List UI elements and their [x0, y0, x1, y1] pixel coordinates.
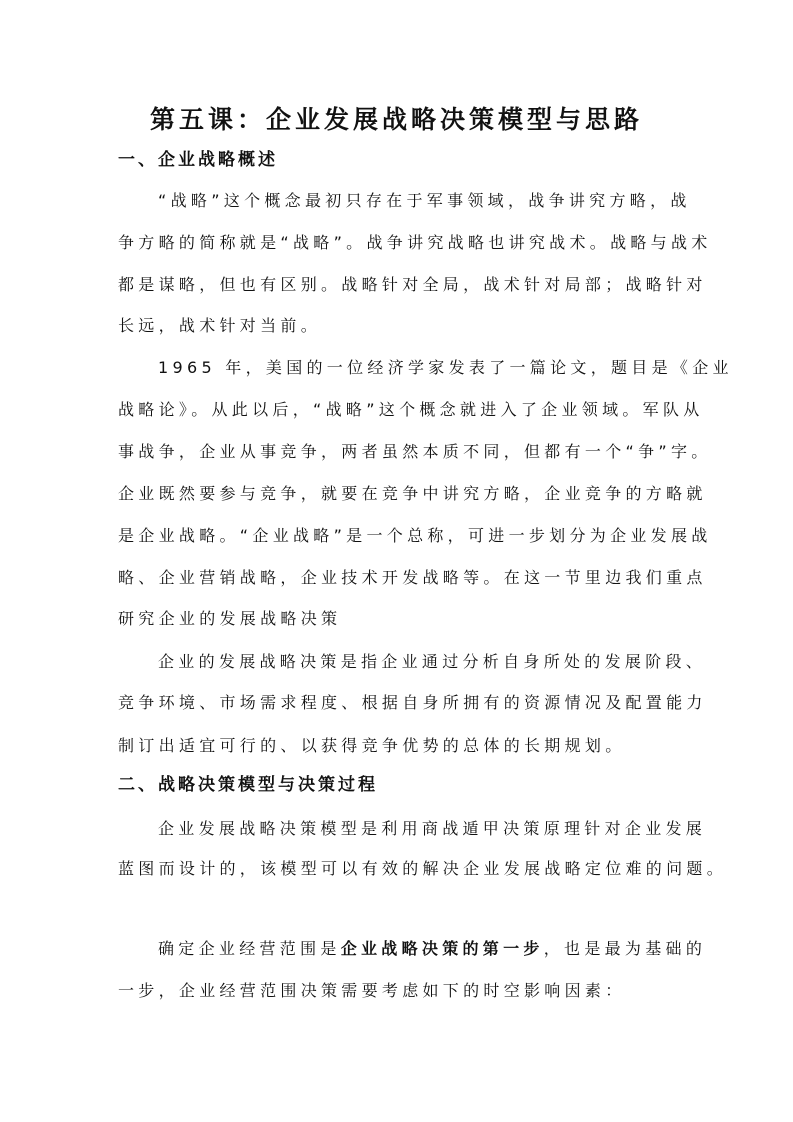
- paragraph-line: 一步，企业经营范围决策需要考虑如下的时空影响因素：: [118, 981, 626, 1000]
- text-run: 确定企业经营范围是: [158, 939, 341, 958]
- paragraph-line: 企业既然要参与竞争，就要在竞争中讲究方略，企业竞争的方略就: [118, 484, 707, 503]
- paragraph-line: 事战争，企业从事竞争，两者虽然本质不同，但都有一个“争”字。: [118, 442, 712, 461]
- section-heading-1: 一、企业战略概述: [118, 150, 278, 170]
- paragraph-line: 竞争环境、市场需求程度、根据自身所拥有的资源情况及配置能力: [118, 693, 707, 712]
- paragraph-line: [158, 937, 718, 961]
- paragraph-line: “战略”这个概念最初只存在于军事领域，战争讲究方略，战: [158, 191, 691, 210]
- paragraph-line: 研究企业的发展战略决策: [118, 609, 342, 628]
- paragraph-line: 企业发展战略决策模型是利用商战遁甲决策原理针对企业发展: [158, 819, 707, 838]
- paragraph-line: 略、企业营销战略，企业技术开发战略等。在这一节里边我们重点: [118, 568, 707, 587]
- text-run: ，也是最为基础的: [543, 939, 707, 958]
- paragraph-line: 都是谋略，但也有区别。战略针对全局，战术针对局部；战略针对: [118, 275, 707, 294]
- bold-emphasis: 企业战略决策的第一步: [340, 939, 544, 958]
- paragraph-line: 1965 年，美国的一位经济学家发表了一篇论文，题目是《企业: [158, 358, 733, 377]
- paragraph-line: 制订出适宜可行的、以获得竞争优势的总体的长期规划。: [118, 736, 626, 755]
- paragraph-line: 蓝图而设计的，该模型可以有效的解决企业发展战略定位难的问题。: [118, 859, 728, 878]
- paragraph-line: 战略论》。从此以后，“战略”这个概念就进入了企业领域。军队从: [118, 400, 704, 419]
- page-title: 第五课：企业发展战略决策模型与思路: [149, 105, 643, 134]
- paragraph-line: 是企业战略。“企业战略”是一个总称，可进一步划分为企业发展战: [118, 526, 712, 545]
- section-heading-2: 二、战略决策模型与决策过程: [118, 775, 378, 795]
- paragraph-line: 争方略的简称就是“战略”。战争讲究战略也讲究战术。战略与战术: [118, 233, 712, 252]
- paragraph-line: 企业的发展战略决策是指企业通过分析自身所处的发展阶段、: [158, 652, 707, 671]
- paragraph-line: 长远，战术针对当前。: [118, 316, 322, 335]
